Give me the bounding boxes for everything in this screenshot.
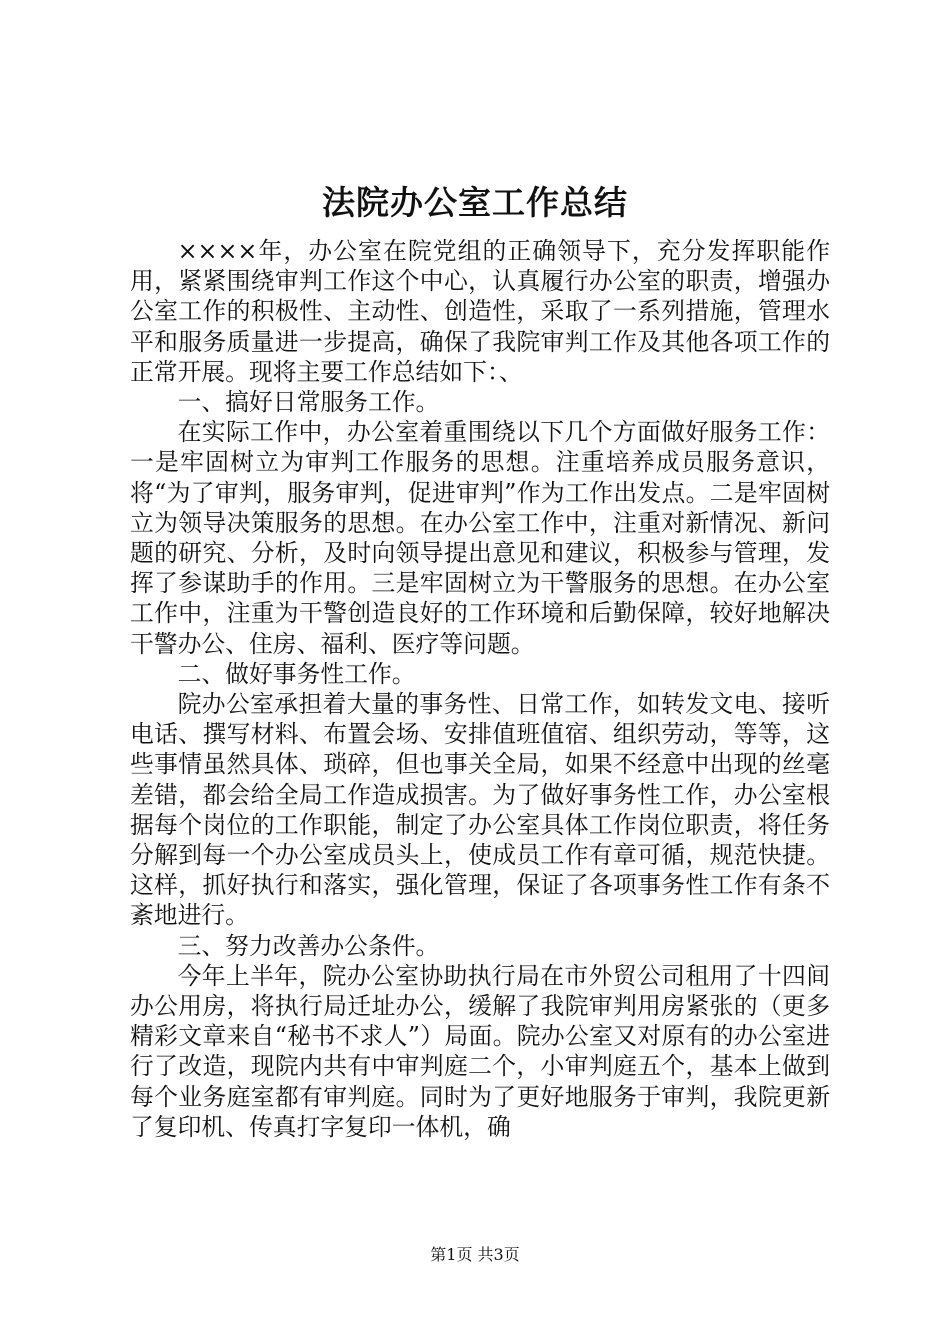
section-3-paragraph: 今年上半年，院办公室协助执行局在市外贸公司租用了十四间办公用房，将执行局迁址办公，缓解了我院审判用房紧张的（更多精彩文章来自“秘书不求人”）局面。院办公室又对原有的办公室进行了改造，现院内共有中审判庭二个，小审判庭五个，基本上做到每个业务庭室都有审判庭。同时为了更好地服务于审判，我院更新了复印机、传真打字复印一体机，确 xyxy=(130,961,830,1141)
section-1-paragraph: 在实际工作中，办公室着重围绕以下几个方面做好服务工作：一是牢固树立为审判工作服务的思想。注重培养成员服务意识，将“为了审判，服务审判，促进审判”作为工作出发点。二是牢固树立为领导决策服务的思想。在办公室工作中，注重对新情况、新问题的研究、分析，及时向领导提出意见和建议，积极参与管理，发挥了参谋助手的作用。三是牢固树立为干警服务的思想。在办公室工作中，注重为干警创造良好的工作环境和后勤保障，较好地解决干警办公、住房、福利、医疗等问题。 xyxy=(130,418,830,658)
section-heading-1: 一、搞好日常服务工作。 xyxy=(177,388,440,417)
page-number-footer: 第1页 共3页 xyxy=(430,1245,520,1264)
section-heading-2: 二、做好事务性工作。 xyxy=(177,659,416,688)
section-2-paragraph: 院办公室承担着大量的事务性、日常工作，如转发文电、接听电话、撰写材料、布置会场、安排值班值宿、组织劳动，等等，这些事情虽然具体、琐碎，但也事关全局，如果不经意中出现的丝毫差错，都会给全局工作造成损害。为了做好事务性工作，办公室根据每个岗位的工作职能，制定了办公室具体工作岗位职责，将任务分解到每一个办公室成员头上，使成员工作有章可循，规范快捷。这样，抓好执行和落实，强化管理，保证了各项事务性工作有条不紊地进行。 xyxy=(130,690,830,930)
document-body xyxy=(130,236,830,1142)
document-title: 法院办公室工作总结 xyxy=(322,183,628,222)
intro-paragraph: ××××年，办公室在院党组的正确领导下，充分发挥职能作用，紧紧围绕审判工作这个中心，认真履行办公室的职责，增强办公室工作的积极性、主动性、创造性，采取了一系列措施，管理水平和服务质量进一步提高，确保了我院审判工作及其他各项工作的正常开展。现将主要工作总结如下：、 xyxy=(130,237,830,386)
section-heading-3: 三、努力改善办公条件。 xyxy=(177,931,440,960)
